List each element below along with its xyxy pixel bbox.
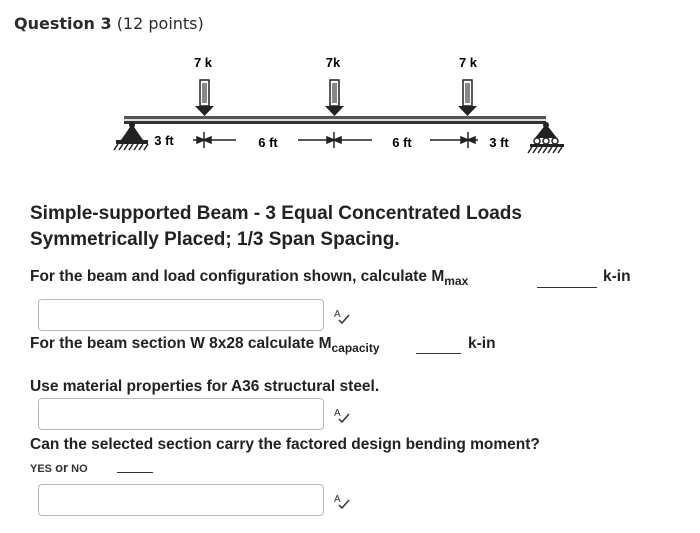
span-label-1: 3 ft — [154, 133, 174, 148]
span-label-4: 3 ft — [489, 135, 509, 150]
or-label: or — [55, 460, 69, 475]
question-points: (12 points) — [116, 14, 204, 33]
part4-blank — [117, 472, 153, 473]
problem-heading — [30, 201, 522, 253]
question-number: Question 3 — [14, 14, 112, 33]
part1-subscript: max — [444, 274, 469, 288]
svg-text:A: A — [334, 494, 341, 505]
pin-support — [114, 122, 148, 150]
dimension-lines — [193, 132, 478, 148]
load-label-3: 7 k — [458, 55, 478, 70]
span-label-3: 6 ft — [392, 135, 412, 150]
part1-text: For the beam and load configuration shown, calculate M — [30, 268, 445, 285]
load-arrow-1 — [195, 80, 214, 116]
spellcheck-icon[interactable] — [333, 307, 351, 325]
part2-prompt — [30, 335, 380, 355]
part1-blank — [537, 287, 597, 288]
yes-label: YES — [30, 463, 53, 475]
beam — [124, 116, 546, 124]
part1-prompt — [30, 268, 468, 288]
part2-blank — [416, 353, 461, 354]
part4-prompt: Can the selected section carry the factored design bending moment? — [30, 436, 540, 453]
roller-support — [528, 122, 564, 153]
part1-answer-input[interactable] — [38, 299, 324, 331]
svg-text:A: A — [334, 408, 341, 419]
load-label-2: 7k — [325, 55, 341, 70]
yes-or-no-hint — [30, 460, 88, 475]
heading-line-2: Symmetrically Placed; 1/3 Span Spacing. — [30, 229, 400, 250]
part1-unit: k-in — [603, 268, 631, 285]
spellcheck-icon[interactable] — [333, 492, 351, 510]
part3-answer-input[interactable] — [38, 484, 324, 516]
span-label-2: 6 ft — [258, 135, 278, 150]
load-arrow-3 — [458, 80, 477, 116]
part2-text: For the beam section W 8x28 calculate M — [30, 335, 332, 352]
spellcheck-icon[interactable] — [333, 406, 351, 424]
load-arrow-2 — [325, 80, 344, 116]
beam-diagram — [0, 40, 700, 170]
part2-answer-input[interactable] — [38, 398, 324, 430]
part2-unit: k-in — [468, 335, 496, 352]
question-title — [14, 14, 204, 33]
part2-subscript: capacity — [331, 341, 380, 355]
heading-line-1: Simple-supported Beam - 3 Equal Concentrated Loads — [30, 203, 522, 224]
load-label-1: 7 k — [193, 55, 213, 70]
no-label: NO — [71, 463, 88, 475]
svg-text:A: A — [334, 309, 341, 320]
part3-prompt: Use material properties for A36 structural steel. — [30, 378, 380, 395]
